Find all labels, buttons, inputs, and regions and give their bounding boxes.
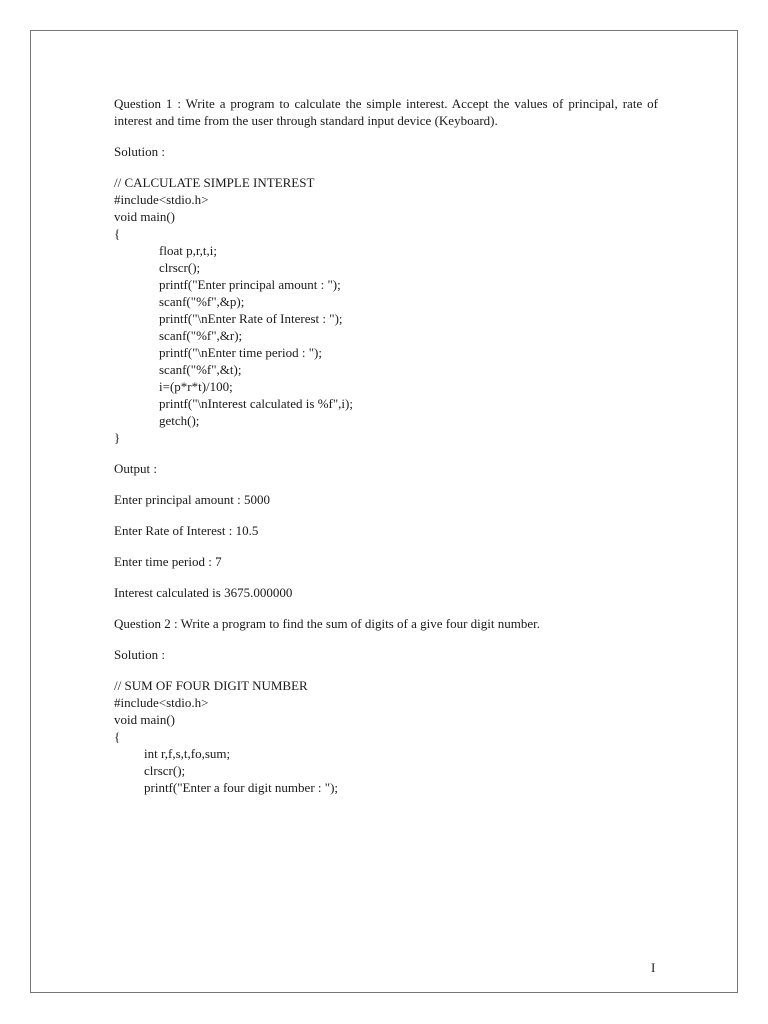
code-line: scanf("%f",&p); [159, 294, 245, 309]
code-line: #include<stdio.h> [114, 695, 209, 710]
code-line: printf("\nInterest calculated is %f",i); [159, 396, 353, 411]
output-line: Interest calculated is 3675.000000 [114, 585, 293, 600]
code-line: scanf("%f",&r); [159, 328, 243, 343]
output-line: Enter principal amount : 5000 [114, 492, 270, 507]
code-line: } [114, 430, 121, 445]
code-line: i=(p*r*t)/100; [159, 379, 233, 394]
output-line: Enter time period : 7 [114, 554, 222, 569]
code-line: #include<stdio.h> [114, 192, 209, 207]
document-page [30, 30, 738, 993]
code-line: printf("\nEnter time period : "); [159, 345, 322, 360]
code-line: clrscr(); [144, 763, 186, 778]
page-content [114, 95, 658, 796]
question-1-code-block [114, 191, 658, 446]
code-line: { [114, 729, 121, 744]
question-1-text: Question 1 : Write a program to calculate the simple interest. Accept the values of principal, rate of interest and time from the user through standard input device (Keyboard). [114, 96, 658, 128]
page-number: I [651, 960, 656, 975]
code-line: scanf("%f",&t); [159, 362, 242, 377]
question-2-code-block [114, 694, 658, 796]
code-line: float p,r,t,i; [159, 243, 217, 258]
code-line: printf("Enter principal amount : "); [159, 277, 341, 292]
code-line: clrscr(); [159, 260, 201, 275]
code-line: { [114, 226, 121, 241]
code-line: printf("\nEnter Rate of Interest : "); [159, 311, 343, 326]
output-line: Enter Rate of Interest : 10.5 [114, 523, 259, 538]
code-line: void main() [114, 209, 176, 224]
code-line: void main() [114, 712, 176, 727]
code-line: getch(); [159, 413, 200, 428]
question-2-text: Question 2 : Write a program to find the sum of digits of a give four digit number. [114, 616, 540, 631]
question-1-code-comment: // CALCULATE SIMPLE INTEREST [114, 175, 315, 190]
question-2-solution-label: Solution : [114, 647, 165, 662]
question-2-code-comment: // SUM OF FOUR DIGIT NUMBER [114, 678, 308, 693]
code-line: printf("Enter a four digit number : "); [144, 780, 339, 795]
question-1-output-label: Output : [114, 461, 157, 476]
code-line: int r,f,s,t,fo,sum; [144, 746, 231, 761]
question-1-solution-label: Solution : [114, 144, 165, 159]
